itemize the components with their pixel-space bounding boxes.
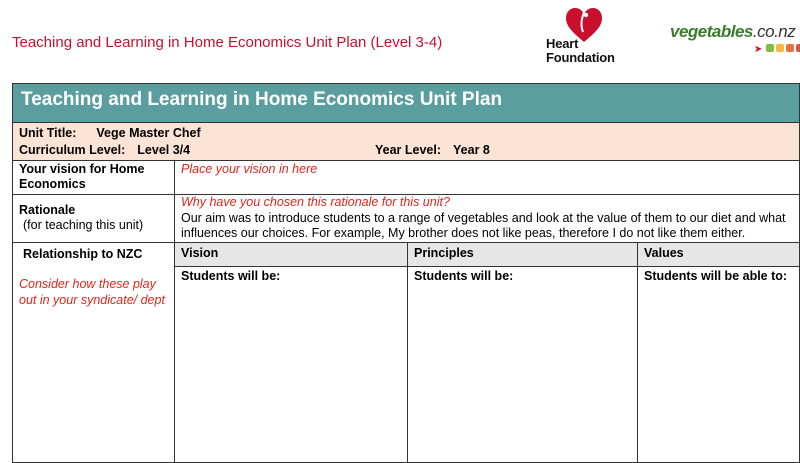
veg-wordmark-tld: .co.nz bbox=[752, 22, 796, 41]
vegetables-wordmark bbox=[670, 22, 795, 42]
vision-placeholder: Place your vision in here bbox=[181, 162, 318, 176]
curriculum-label: Curriculum Level: bbox=[19, 143, 126, 157]
rationale-label: Rationale bbox=[19, 203, 76, 217]
principles-column-cell[interactable] bbox=[408, 267, 638, 463]
banner-title: Teaching and Learning in Home Economics Unit Plan bbox=[21, 89, 503, 110]
unit-title-value: Vege Master Chef bbox=[96, 126, 201, 140]
unit-title-label: Unit Title: bbox=[19, 126, 77, 140]
unit-title-row bbox=[19, 126, 201, 140]
principles-sub: Students will be: bbox=[414, 269, 514, 283]
principles-header: Principles bbox=[414, 246, 474, 260]
vision-column-header bbox=[175, 243, 408, 267]
unit-plan-table bbox=[12, 83, 800, 463]
wordmark-line-2: Foundation bbox=[546, 50, 615, 65]
rationale-content-cell[interactable] bbox=[175, 195, 800, 243]
vision-column-cell[interactable] bbox=[175, 267, 408, 463]
veg-wordmark-name: vegetables bbox=[670, 22, 753, 41]
vision-sub: Students will be: bbox=[181, 269, 281, 283]
rationale-prompt: Why have you chosen this rationale for this unit? bbox=[181, 195, 450, 209]
vision-header: Vision bbox=[181, 246, 219, 260]
rationale-sublabel: (for teaching this unit) bbox=[23, 218, 144, 232]
year-level-row bbox=[375, 143, 490, 157]
document-header-title: Teaching and Learning in Home Economics Unit Plan (Level 3-4) bbox=[12, 34, 443, 51]
curriculum-value: Level 3/4 bbox=[137, 143, 191, 157]
vegetables-logo bbox=[668, 22, 800, 62]
curriculum-level-row bbox=[19, 143, 190, 157]
wordmark-line-1: Heart bbox=[546, 36, 579, 51]
unit-info-section bbox=[12, 123, 800, 161]
arrow-icon: ➤ bbox=[754, 44, 763, 55]
heart-foundation-wordmark bbox=[546, 37, 615, 65]
rationale-text: Our aim was to introduce students to a range of vegetables and look at the value of them to our diet and what influences our choices. For example, My brother does not like peas, therefore I do not like them either. bbox=[181, 210, 786, 240]
rationale-label-cell bbox=[12, 195, 175, 243]
year-label: Year Level: bbox=[375, 143, 442, 157]
values-column-cell[interactable] bbox=[638, 267, 800, 463]
vision-input-cell[interactable] bbox=[175, 161, 800, 195]
nzc-label-cell bbox=[12, 243, 175, 463]
vision-label-cell bbox=[12, 161, 175, 195]
plan-banner bbox=[12, 83, 800, 123]
values-column-header bbox=[638, 243, 800, 267]
principles-column-header bbox=[408, 243, 638, 267]
vision-label: Your vision for Home Economics bbox=[19, 162, 145, 191]
color-dots-icon bbox=[766, 44, 800, 52]
year-value: Year 8 bbox=[453, 143, 490, 157]
values-sub: Students will be able to: bbox=[644, 269, 788, 283]
heart-foundation-logo bbox=[544, 4, 626, 64]
values-header: Values bbox=[644, 246, 684, 260]
nzc-label: Relationship to NZC bbox=[23, 247, 143, 261]
nzc-prompt: Consider how these play out in your syndicate/ dept bbox=[19, 277, 165, 307]
